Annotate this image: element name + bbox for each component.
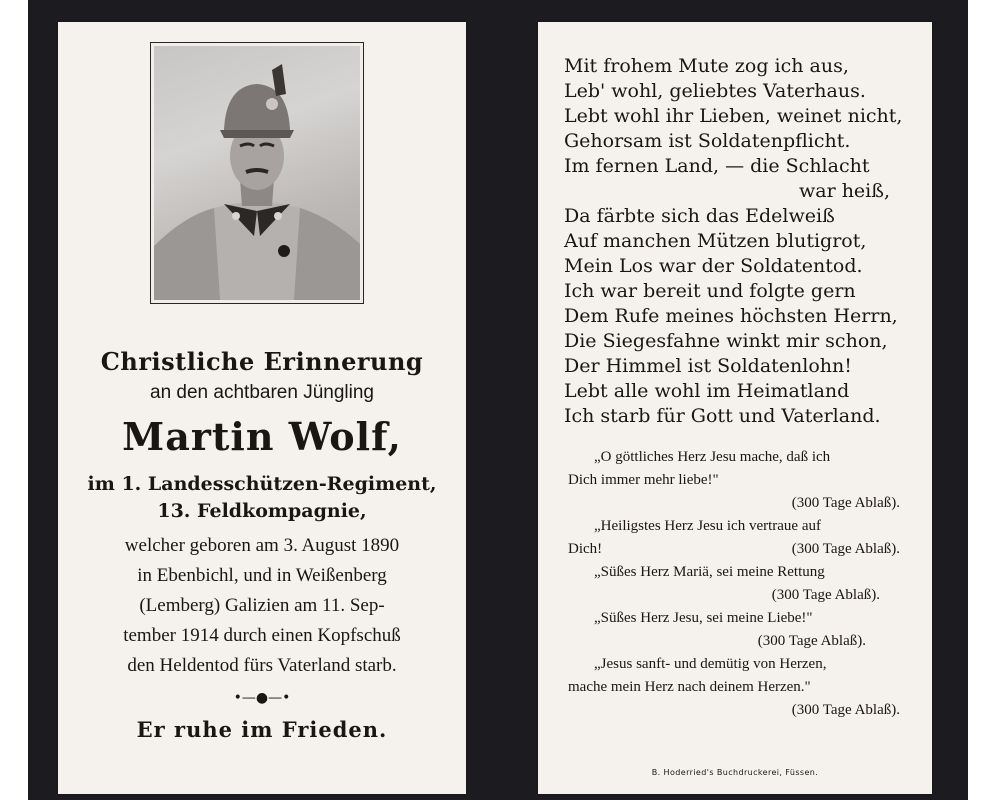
indulgence-note: (300 Tage Ablaß). — [791, 495, 900, 511]
prayer-line: Dich! — [568, 541, 603, 557]
indulgence-note: (300 Tage Ablaß). — [791, 702, 900, 718]
indulgence-note: (300 Tage Ablaß). — [791, 541, 900, 557]
bio-line: (Lemberg) Galizien am 11. Sep- — [139, 595, 385, 616]
closing-blessing: Er ruhe im Frieden. — [136, 717, 388, 742]
bio-line: tember 1914 durch einen Kopfschuß — [123, 625, 401, 646]
poem-line: Gehorsam ist Soldatenpflicht. — [564, 130, 851, 152]
poem-line: Lebt wohl ihr Lieben, weinet nicht, — [564, 105, 903, 127]
prayer-line: mache mein Herz nach deinem Herzen." — [568, 679, 811, 695]
bio-line: in Ebenbichl, und in Weißenberg — [137, 565, 387, 586]
portrait-frame — [150, 42, 364, 304]
poem — [564, 54, 924, 429]
poem-line: Im fernen Land, — die Schlacht — [564, 155, 870, 177]
poem-line: Mit frohem Mute zog ich aus, — [564, 55, 849, 77]
memorial-card-front — [58, 22, 466, 794]
printer-imprint: B. Hoderried's Buchdruckerei, Füssen. — [651, 768, 819, 777]
poem-line: Ich war bereit und folgte gern — [564, 280, 856, 302]
indulgence-note: (300 Tage Ablaß). — [757, 633, 866, 649]
prayer-line-with-note — [568, 538, 914, 561]
prayer-line: Dich immer mehr liebe!" — [568, 472, 719, 488]
poem-line: Dem Rufe meines höchsten Herrn, — [564, 305, 898, 327]
poem-line: Die Siegesfahne winkt mir schon, — [564, 330, 888, 352]
prayer-line: „Jesus sanft- und demütig von Herzen, — [594, 656, 827, 672]
prayer-line: „Süßes Herz Jesu, sei meine Liebe!" — [594, 610, 813, 626]
prayer-line: „Heiligstes Herz Jesu ich vertraue auf — [594, 518, 821, 534]
prayer-line: „Süßes Herz Mariä, sei meine Rettung — [594, 564, 825, 580]
poem-line: Auf manchen Mützen blutigrot, — [564, 230, 867, 252]
poem-line: Mein Los war der Soldatentod. — [564, 255, 863, 277]
poem-line: war heiß, — [798, 180, 890, 202]
regiment-line: im 1. Landesschützen-Regiment, — [87, 473, 437, 495]
soldier-portrait-illustration — [154, 46, 360, 300]
soldier-portrait-photo — [154, 46, 360, 300]
prayer-list — [568, 446, 914, 722]
ornament-divider-icon: •—●—• — [233, 690, 291, 706]
poem-line: Der Himmel ist Soldatenlohn! — [564, 355, 852, 377]
memorial-card-back — [538, 22, 932, 794]
card-subheading: an den achtbaren Jüngling — [150, 382, 374, 403]
bio-line: welcher geboren am 3. August 1890 — [124, 535, 400, 556]
poem-line: Ich starb für Gott und Vaterland. — [564, 405, 881, 427]
card-heading: Christliche Erinnerung — [100, 347, 424, 376]
poem-line: Da färbte sich das Edelweiß — [564, 205, 835, 227]
poem-line: Lebt alle wohl im Heimatland — [564, 380, 850, 402]
bio-line: den Heldentod fürs Vaterland starb. — [127, 655, 397, 676]
company-line: 13. Feldkompagnie, — [157, 500, 367, 522]
indulgence-note: (300 Tage Ablaß). — [771, 587, 880, 603]
poem-line: Leb' wohl, geliebtes Vaterhaus. — [564, 80, 866, 102]
prayer-line: „O göttliches Herz Jesu mache, daß ich — [594, 449, 831, 465]
deceased-name: Martin Wolf, — [122, 414, 402, 459]
